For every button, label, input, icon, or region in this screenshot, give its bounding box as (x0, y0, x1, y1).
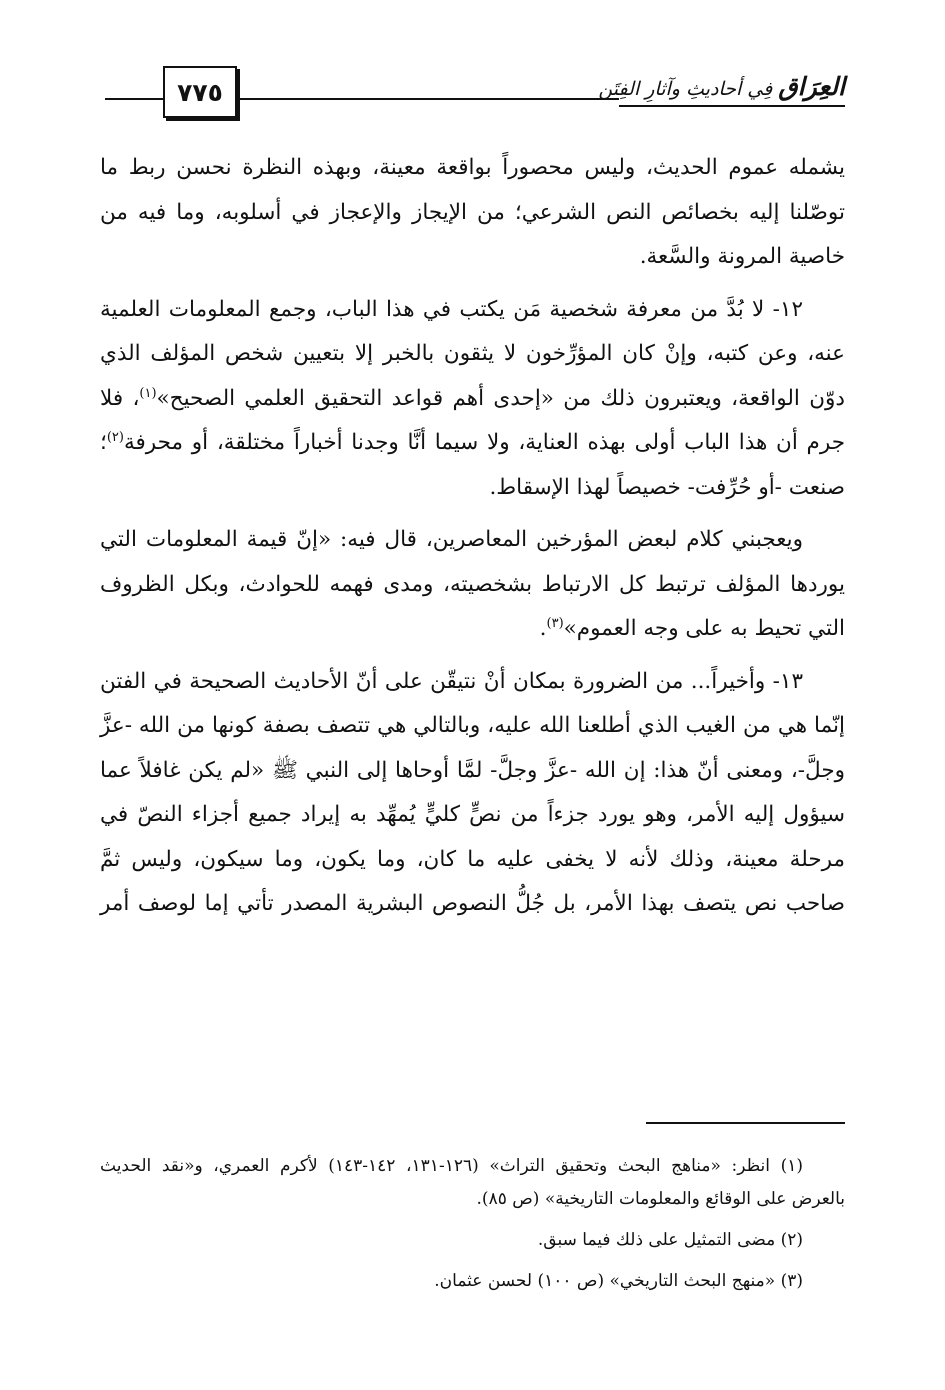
page-header (105, 58, 845, 128)
paragraph-2-part-1: ١٢- لا بُدَّ من معرفة شخصية مَن يكتب في هذا الباب، وجمع المعلومات العلمية عنه، وعن كتبه، وإنْ كان المؤرِّخون لا يثقون بالخبر إلا بتعيين شخص المؤلف الذي دوّن الواقعة، ويعتبرون ذلك من «إحدى أهم قواعد التحقيق العلمي الصحيح» (100, 296, 845, 411)
footnotes (100, 1150, 845, 1306)
page-number: ٧٧٥ (177, 77, 223, 107)
paragraph-2 (100, 288, 845, 511)
paragraph-4: ١٣- وأخيراً... من الضرورة بمكان أنْ نتيقّن على أنّ الأحاديث الصحيحة في الفتن إنّما هي من الغيب الذي أطلعنا الله عليه، وبالتالي هي تتصف بصفة كونها من الله -عزَّ وجلَّ-، ومعنى أنّ هذا: إن الله -عزَّ وجلَّ- لمَّا أوحاها إلى النبي ﷺ «لم يكن غافلاً عما سيؤول إليه الأمر، وهو يورد جزءاً من نصٍّ كليٍّ يُمهِّد به إيراد جميع أجزاء النصّ في مرحلة معينة، وذلك لأنه لا يخفى عليه ما كان، وما يكون، وما سيكون، وليس ثمَّ صاحب نص يتصف بهذا الأمر، بل جُلُّ النصوص البشرية المصدر تأتي إما لوصف أمر (100, 668, 845, 916)
book-title-main: العِرَاق (778, 72, 845, 101)
main-text (100, 146, 845, 935)
paragraph-3 (100, 518, 845, 652)
book-title (598, 72, 845, 107)
footnote-3: (٣) «منهج البحث التاريخي» (ص ١٠٠) لحسن عثمان. (434, 1271, 803, 1291)
footnote-ref-1[interactable]: (١) (139, 385, 157, 401)
footnote-2: (٢) مضى التمثيل على ذلك فيما سبق. (537, 1230, 803, 1250)
footnote-separator (646, 1122, 845, 1124)
footnote-ref-2[interactable]: (٢) (106, 429, 124, 445)
page-number-box (163, 66, 237, 118)
book-title-rest: فِي أحاديثِ وآثارِ الفِتَن (598, 78, 773, 100)
header-rule-left (105, 98, 163, 100)
paragraph-1: يشمله عموم الحديث، وليس محصوراً بواقعة معينة، وبهذه النظرة نحسن ربط ما توصّلنا إليه بخصائص النص الشرعي؛ من الإيجاز والإعجاز في أسلوبه، وما فيه من خاصية المرونة والسَّعة. (100, 155, 845, 269)
paragraph-2-part-3: ؛ صنعت -أو حُرِّفت- خصيصاً لهذا الإسقاط. (100, 430, 845, 500)
footnote-ref-3[interactable]: (٣) (546, 615, 564, 631)
footnote-1: (١) انظر: «مناهج البحث وتحقيق التراث» (١٢٦-١٣١، ١٤٢-١٤٣) لأكرم العمري، و«نقد الحديث بالعرض على الوقائع والمعلومات التاريخية» (ص ٨٥). (100, 1156, 845, 1209)
paragraph-3-part-1: ويعجبني كلام لبعض المؤرخين المعاصرين، قال فيه: «إنّ قيمة المعلومات التي يوردها المؤلف ترتبط كل الارتباط بشخصيته، ومدى فهمه للحوادث، وبكل الظروف التي تحيط به على وجه العموم» (100, 527, 845, 641)
header-rule-right (237, 98, 619, 100)
paragraph-3-part-2: . (539, 616, 547, 641)
paragraph-2-part-2: ، فلا جرم أن هذا الباب أولى بهذه العناية، ولا سيما أنَّا وجدنا أخباراً مختلقة، أو محرفة (100, 385, 845, 455)
